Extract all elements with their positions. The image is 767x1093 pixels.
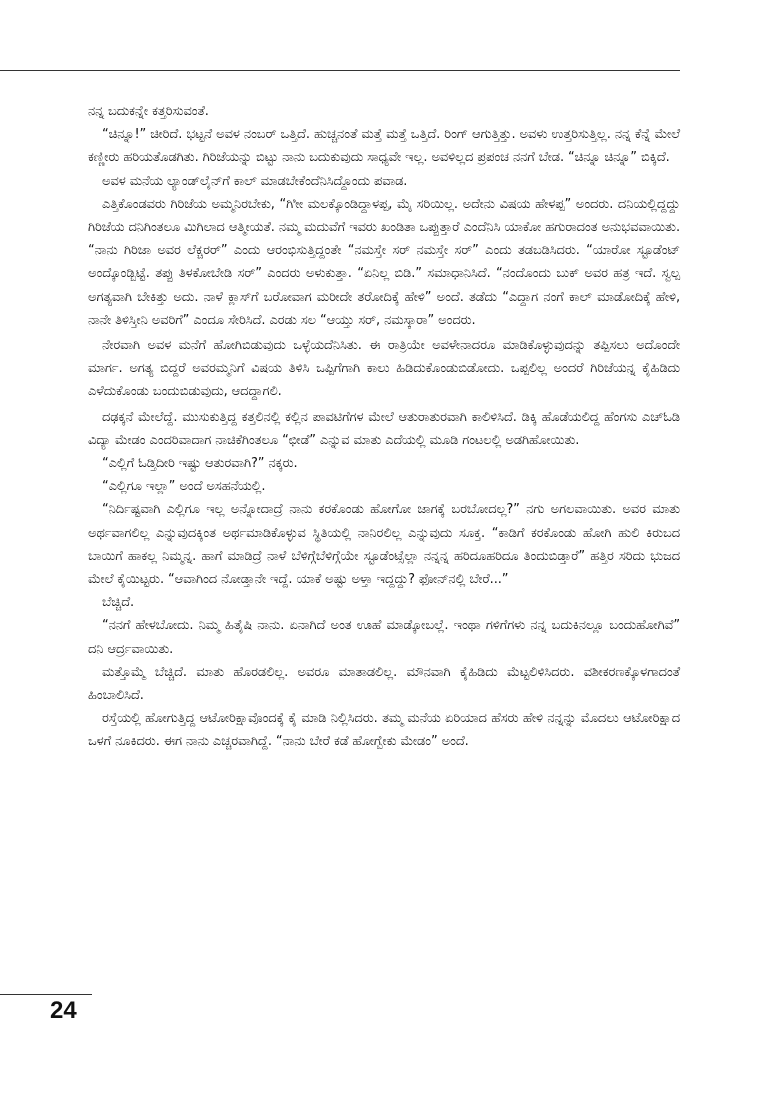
paragraph: “ಎಲ್ಲಿಗೆ ಓಡ್ತಿದೀರಿ ಇಷ್ಟು ಆತುರವಾಗಿ?” ನಕ್ಕರು. [102, 456, 298, 472]
paragraph: ರಸ್ತೆಯಲ್ಲಿ ಹೋಗುತ್ತಿದ್ದ ಆಟೋರಿಕ್ಷಾವೊಂದಕ್ಕೆ ಕೈ ಮಾಡಿ ನಿಲ್ಲಿಸಿದರು. ತಮ್ಮ ಮನೆಯ ಏರಿಯಾದ ಹೆಸರು ಹೇಳಿ ನನ್ನನ್ನು ಮೊದಲು ಆಟೋರಿಕ್ಷಾದ ಒಳಗೆ ನೂಕಿದರು. ಈಗ ನಾನು ಎಚ್ಚರವಾಗಿದ್ದೆ. “ನಾನು ಬೇರೆ ಕಡೆ ಹೋಗ್ಬೇಕು ಮೇಡಂ” ಅಂದೆ. [88, 711, 680, 750]
paragraph: “ನನಗೆ ಹೇಳಬೋದು. ನಿಮ್ಮ ಹಿತೈಷಿ ನಾನು. ಏನಾಗಿದೆ ಅಂತ ಊಹೆ ಮಾಡ್ಕೋಬಲ್ಲೆ. ಇಂಥಾ ಗಳಿಗೆಗಳು ನನ್ನ ಬದುಕಿನಲ್ಲೂ ಬಂದುಹೋಗಿವೆ” ದನಿ ಆರ್ದ್ರವಾಯಿತು. [88, 618, 680, 657]
paragraph: ಮತ್ತೊಮ್ಮೆ ಬೆಚ್ಚಿದೆ. ಮಾತು ಹೊರಡಲಿಲ್ಲ. ಅವರೂ ಮಾತಾಡಲಿಲ್ಲ. ಮೌನವಾಗಿ ಕೈಹಿಡಿದು ಮೆಟ್ಟಲಿಳಿಸಿದರು. ವಶೀಕರಣಕ್ಕೊಳಗಾದಂತೆ ಹಿಂಬಾಲಿಸಿದೆ. [88, 664, 680, 704]
paragraph: “ಎಲ್ಲಿಗೂ ಇಲ್ಲಾ” ಅಂದೆ ಅಸಹನೆಯಲ್ಲಿ. [102, 479, 266, 495]
paragraph: ಅವಳ ಮನೆಯ ಲ್ಯಾಂಡ್‌ಲೈನ್‌ಗೆ ಕಾಲ್ ಮಾಡಬೇಕೆಂದೆನಿಸಿದ್ದೊಂದು ಪವಾಡ. [102, 173, 408, 189]
paragraph: ದಢಕ್ಕನೆ ಮೇಲೆದ್ದೆ. ಮುಸುಕುತ್ತಿದ್ದ ಕತ್ತಲಿನಲ್ಲಿ ಕಲ್ಲಿನ ಪಾವಟಿಗೆಗಳ ಮೇಲೆ ಆತುರಾತುರವಾಗಿ ಕಾಲಿಳಿಸಿದೆ. ಡಿಕ್ಕಿ ಹೊಡೆಯಲಿದ್ದ ಹೆಂಗಸು ಎಚ್‌ಓಡಿ ವಿದ್ಯಾ ಮೇಡಂ ಎಂದರಿವಾದಾಗ ನಾಚಿಕೆಗಿಂತಲೂ “ಛೀಡೆ” ಎನ್ನುವ ಮಾತು ಎದೆಯಲ್ಲಿ ಮೂಡಿ ಗಂಟಲಲ್ಲಿ ಅಡಗಿಹೋಯಿತು. [88, 409, 680, 448]
paragraph: “ಚಿನ್ನೂ!” ಚೀರಿದೆ. ಭಟ್ಟನೆ ಅವಳ ನಂಬರ್ ಒತ್ತಿದೆ. ಹುಚ್ಚನಂತೆ ಮತ್ತೆ ಮತ್ತೆ ಒತ್ತಿದೆ. ರಿಂಗ್ ಆಗುತ್ತಿತ್ತು. ಅವಳು ಉತ್ತರಿಸುತ್ತಿಲ್ಲ. ನನ್ನ ಕೆನ್ನೆ ಮೇಲೆ ಕಣ್ಣೀರು ಹರಿಯತೊಡಗಿತು. ಗಿರಿಜೆಯನ್ನು ಬಿಟ್ಟು ನಾನು ಬದುಕುವುದು ಸಾಧ್ಯವೇ ಇಲ್ಲ. ಅವಳಿಲ್ಲದ ಪ್ರಪಂಚ ನನಗೆ ಬೇಡ. “ಚಿನ್ನೂ ಚಿನ್ನೂ” ಬಿಕ್ಕಿದೆ. [88, 127, 680, 166]
footer-rule [0, 994, 92, 995]
paragraph: ನನ್ನ ಬದುಕನ್ನೇ ಕತ್ತರಿಸುವಂತೆ. [88, 104, 209, 119]
body-text [88, 100, 680, 754]
page-number: 24 [50, 997, 77, 1024]
paragraph: ಬೆಚ್ಚಿದೆ. [102, 595, 135, 611]
paragraph: ಎತ್ತಿಕೊಂಡವರು ಗಿರಿಜೆಯ ಅಮ್ಮನಿರಬೇಕು, “ಗೀೀ ಮಲಕ್ಕೊಂಡಿದ್ದಾಳಪ್ಪ, ಮೈ ಸರಿಯಿಲ್ಲ. ಅದೇನು ವಿಷಯ ಹೇಳಪ್ಪ” ಅಂದರು. ದನಿಯಲ್ಲಿದ್ದದ್ದು ಗಿರಿಜೆಯ ದನಿಗಿಂತಲೂ ಮಿಗಿಲಾದ ಆತ್ಮೀಯತೆ. ನಮ್ಮ ಮದುವೆಗೆ ಇವರು ಖಂಡಿತಾ ಒಪ್ಪುತ್ತಾರೆ ಎಂದೆನಿಸಿ ಯಾಕೋ ಹಗುರಾದಂತ ಅನುಭವವಾಯಿತು. “ನಾನು ಗಿರಿಜಾ ಅವರ ಲೆಕ್ಚರರ್” ಎಂದು ಆರಂಭಿಸುತ್ತಿದ್ದಂತೇ “ನಮಸ್ತೇ ಸರ್ ನಮಸ್ತೇ ಸರ್” ಎಂದು ತಡಬಡಿಸಿದರು. “ಯಾರೋ ಸ್ಟೂಡೆಂಟ್ ಅಂದ್ಕೊಂಡ್ಬಿಟ್ಟೆ. ತಪ್ಪು ತಿಳಕೋಬೇಡಿ ಸರ್” ಎಂದರು ಅಳುಕುತ್ತಾ. “ಏನಿಲ್ಲ ಬಿಡಿ.” ಸಮಾಧಾನಿಸಿದೆ. “ನಂದೊಂದು ಬುಕ್ ಅವರ ಹತ್ರ ಇದೆ. ಸ್ವಲ್ಪ ಅಗತ್ಯವಾಗಿ ಬೇಕಿತ್ತು ಅದು. ನಾಳೆ ಕ್ಲಾಸ್‌ಗೆ ಬರೋವಾಗ ಮರೀದೇ ತರೋದಿಕ್ಕೆ ಹೇಳಿ” ಅಂದೆ. ತಡೆದು “ಎದ್ದಾಗ ನಂಗೆ ಕಾಲ್ ಮಾಡೋದಿಕ್ಕೆ ಹೇಳಿ, ನಾನೇ ತಿಳಿಸ್ತೀನಿ ಅವರಿಗೆ” ಎಂದೂ ಸೇರಿಸಿದೆ. ಎರಡು ಸಲ “ಆಯ್ತು ಸರ್, ನಮಸ್ಕಾರಾ” ಅಂದರು. [88, 196, 680, 328]
paragraph: ನೇರವಾಗಿ ಅವಳ ಮನೆಗೆ ಹೋಗಿಬಿಡುವುದು ಒಳ್ಳೆಯದೆನಿಸಿತು. ಈ ರಾತ್ರಿಯೇ ಅವಳೇನಾದರೂ ಮಾಡಿಕೊಳ್ಳುವುದನ್ನು ತಪ್ಪಿಸಲು ಅದೊಂದೇ ಮಾರ್ಗ. ಅಗತ್ಯ ಬಿದ್ದರೆ ಅವರಮ್ಮನಿಗೆ ವಿಷಯ ತಿಳಿಸಿ ಒಪ್ಪಿಗೆಗಾಗಿ ಕಾಲು ಹಿಡಿದುಕೊಂಡುಬಿಡೋದು. ಒಪ್ಪಲಿಲ್ಲ ಅಂದರೆ ಗಿರಿಜೆಯನ್ನ ಕೈಹಿಡಿದು ಎಳೆದುಕೊಂಡು ಬಂದುಬಿಡುವುದು, ಆದದ್ದಾಗಲಿ. [88, 338, 680, 400]
header-rule [0, 70, 680, 71]
paragraph: “ನಿರ್ದಿಷ್ಟವಾಗಿ ಎಲ್ಲಿಗೂ ಇಲ್ಲ ಅನ್ನೋದಾದ್ರೆ ನಾನು ಕರಕೊಂಡು ಹೋಗೋ ಜಾಗಕ್ಕೆ ಬರಬೋದಲ್ಲ?” ನಗು ಅಗಲವಾಯಿತು. ಅವರ ಮಾತು ಅರ್ಥವಾಗಲಿಲ್ಲ ಎನ್ನುವುದಕ್ಕಿಂತ ಅರ್ಥಮಾಡಿಕೊಳ್ಳುವ ಸ್ಥಿತಿಯಲ್ಲಿ ನಾನಿರಲಿಲ್ಲ ಎನ್ನುವುದು ಸೂಕ್ತ. “ಕಾಡಿಗೆ ಕರಕೊಂಡು ಹೋಗಿ ಹುಲಿ ಕಿರುಬದ ಬಾಯಿಗೆ ಹಾಕಲ್ಲ ನಿಮ್ಮನ್ನ. ಹಾಗೆ ಮಾಡಿದ್ರೆ ನಾಳೆ ಬೆಳಿಗ್ಗೆಬೆಳಿಗ್ಗೆಯೇ ಸ್ಟೂಡೆಂಟ್ಸೆಲ್ಲಾ ನನ್ನನ್ನ ಹರಿದೂಹರಿದೂ ತಿಂದುಬಿಡ್ತಾರೆ” ಹತ್ತಿರ ಸರಿದು ಭುಜದ ಮೇಲೆ ಕೈಯಿಟ್ಟರು. “ಆವಾಗಿಂದ ನೋಡ್ತಾನೇ ಇದ್ದೆ. ಯಾಕೆ ಅಷ್ಟು ಅಳ್ತಾ ಇದ್ದದ್ದು? ಫೋನ್‌ನಲ್ಲಿ ಬೇರೆ...” [88, 502, 680, 588]
